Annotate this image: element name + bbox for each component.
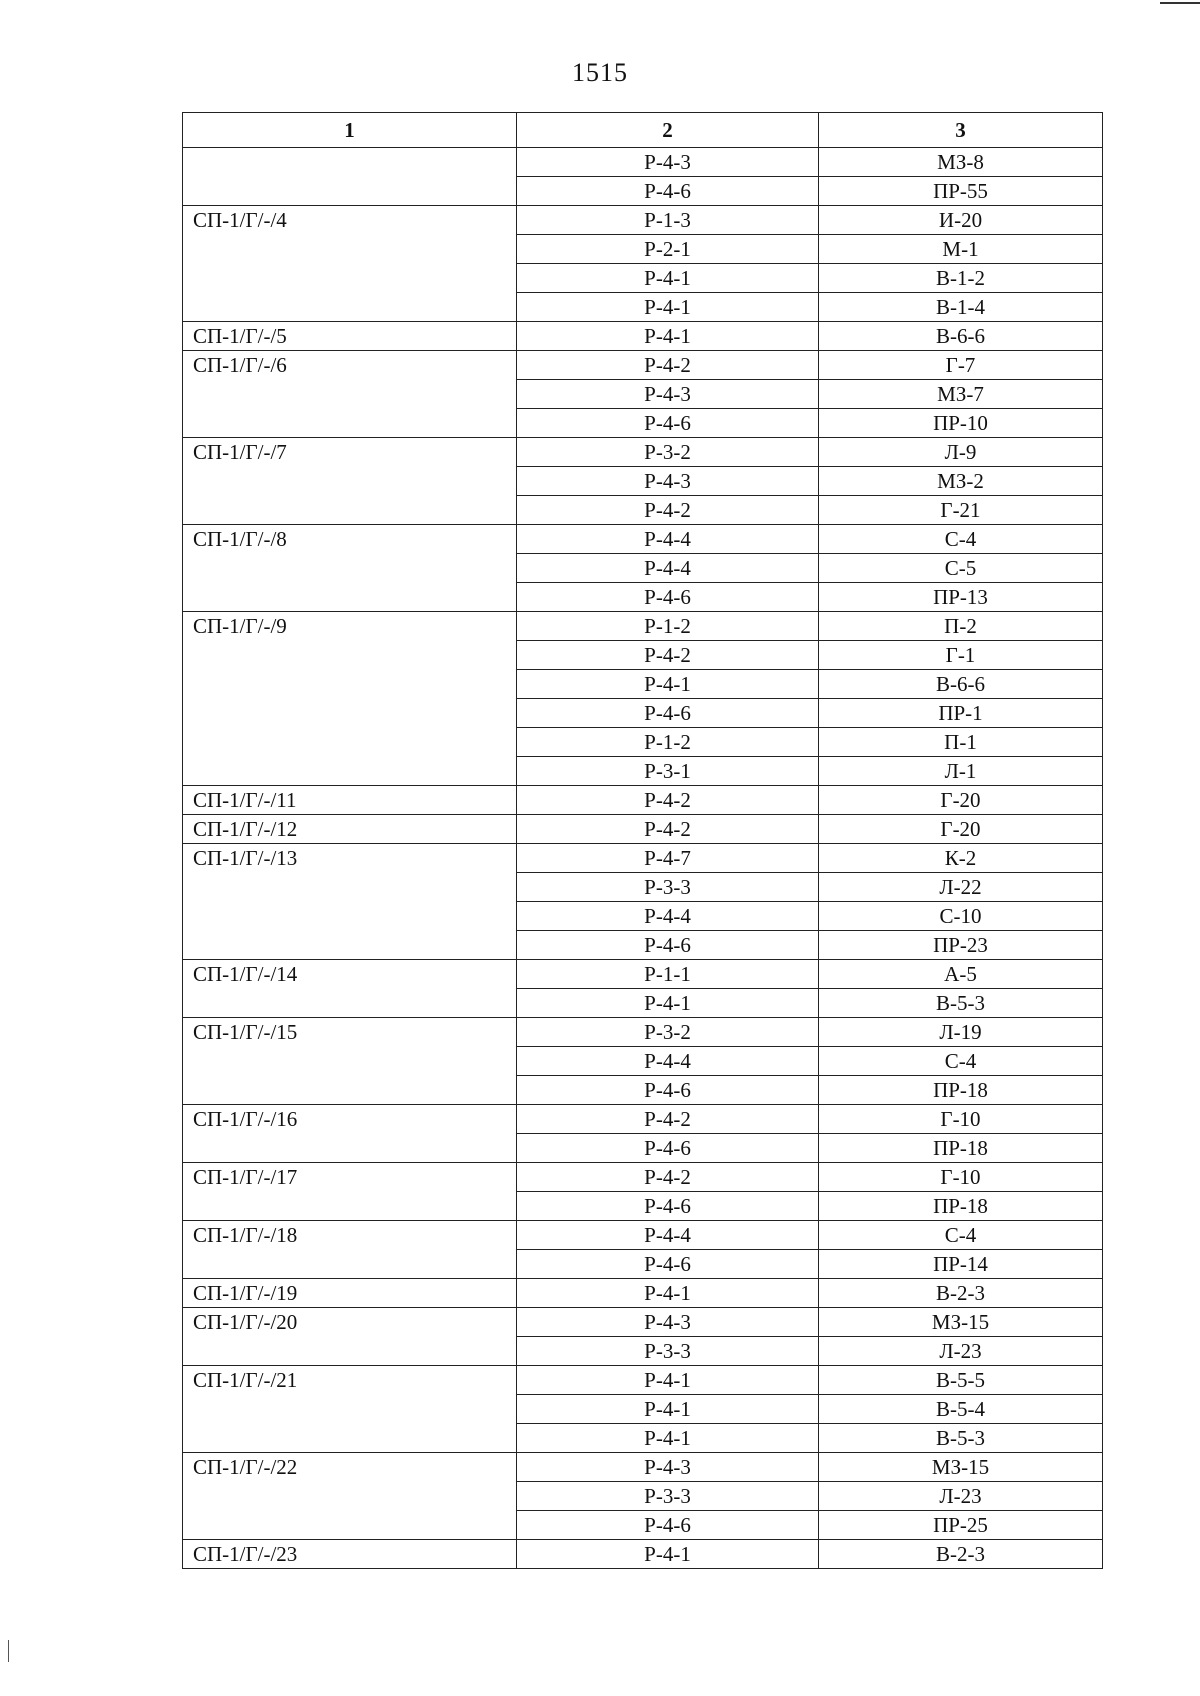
code-cell: Р-4-1 — [517, 670, 819, 699]
code-cell: Р-1-2 — [517, 612, 819, 641]
reference-cell: ПР-1 — [819, 699, 1103, 728]
group-label-cell: СП-1/Г/-/23 — [183, 1540, 517, 1569]
reference-cell: К-2 — [819, 844, 1103, 873]
code-cell: Р-1-1 — [517, 960, 819, 989]
table-row — [183, 1453, 1103, 1482]
reference-cell: В-5-3 — [819, 1424, 1103, 1453]
code-cell: Р-4-6 — [517, 177, 819, 206]
reference-cell: С-5 — [819, 554, 1103, 583]
code-cell: Р-4-7 — [517, 844, 819, 873]
reference-cell: Л-19 — [819, 1018, 1103, 1047]
reference-cell: ПР-13 — [819, 583, 1103, 612]
reference-cell: Г-20 — [819, 786, 1103, 815]
code-cell: Р-3-3 — [517, 1482, 819, 1511]
reference-cell: В-1-2 — [819, 264, 1103, 293]
group-label-cell: СП-1/Г/-/22 — [183, 1453, 517, 1540]
table-row — [183, 322, 1103, 351]
table-row — [183, 1540, 1103, 1569]
group-label-cell: СП-1/Г/-/8 — [183, 525, 517, 612]
code-cell: Р-4-4 — [517, 1047, 819, 1076]
code-cell: Р-4-3 — [517, 1308, 819, 1337]
code-cell: Р-4-6 — [517, 1192, 819, 1221]
group-label-cell: СП-1/Г/-/6 — [183, 351, 517, 438]
code-cell: Р-4-6 — [517, 1511, 819, 1540]
table-row — [183, 438, 1103, 467]
reference-cell: МЗ-8 — [819, 148, 1103, 177]
group-label-cell: СП-1/Г/-/19 — [183, 1279, 517, 1308]
code-cell: Р-4-6 — [517, 1076, 819, 1105]
code-cell: Р-4-1 — [517, 264, 819, 293]
group-label-cell: СП-1/Г/-/12 — [183, 815, 517, 844]
code-cell: Р-4-6 — [517, 1250, 819, 1279]
code-cell: Р-3-3 — [517, 873, 819, 902]
reference-cell: Л-1 — [819, 757, 1103, 786]
group-label-cell: СП-1/Г/-/21 — [183, 1366, 517, 1453]
table-row — [183, 1018, 1103, 1047]
code-cell: Р-4-1 — [517, 1540, 819, 1569]
page-number: 1515 — [572, 58, 628, 87]
reference-cell: Г-10 — [819, 1163, 1103, 1192]
code-cell: Р-3-1 — [517, 757, 819, 786]
code-cell: Р-4-6 — [517, 409, 819, 438]
code-cell: Р-4-2 — [517, 1105, 819, 1134]
code-cell: Р-4-2 — [517, 1163, 819, 1192]
code-cell: Р-4-1 — [517, 293, 819, 322]
reference-cell: ПР-23 — [819, 931, 1103, 960]
reference-cell: ПР-25 — [819, 1511, 1103, 1540]
reference-cell: С-4 — [819, 525, 1103, 554]
code-cell: Р-4-2 — [517, 351, 819, 380]
reference-cell: В-1-4 — [819, 293, 1103, 322]
code-cell: Р-4-3 — [517, 380, 819, 409]
table-row — [183, 1221, 1103, 1250]
code-cell: Р-4-6 — [517, 1134, 819, 1163]
reference-cell: С-10 — [819, 902, 1103, 931]
reference-cell: А-5 — [819, 960, 1103, 989]
reference-cell: Л-23 — [819, 1482, 1103, 1511]
code-cell: Р-4-1 — [517, 1395, 819, 1424]
reference-cell: Л-22 — [819, 873, 1103, 902]
table-row — [183, 1105, 1103, 1134]
code-cell: Р-4-1 — [517, 989, 819, 1018]
code-cell: Р-4-1 — [517, 322, 819, 351]
reference-cell: ПР-18 — [819, 1134, 1103, 1163]
code-cell: Р-4-6 — [517, 931, 819, 960]
group-label-cell: СП-1/Г/-/11 — [183, 786, 517, 815]
code-cell: Р-4-4 — [517, 554, 819, 583]
margin-scan-mark — [8, 1640, 9, 1662]
code-cell: Р-4-3 — [517, 467, 819, 496]
reference-cell: Л-9 — [819, 438, 1103, 467]
reference-cell: Г-20 — [819, 815, 1103, 844]
reference-cell: ПР-14 — [819, 1250, 1103, 1279]
code-cell: Р-4-6 — [517, 583, 819, 612]
group-label-cell: СП-1/Г/-/20 — [183, 1308, 517, 1366]
code-cell: Р-4-2 — [517, 496, 819, 525]
code-cell: Р-1-3 — [517, 206, 819, 235]
header-row — [183, 113, 1103, 148]
code-cell: Р-3-2 — [517, 1018, 819, 1047]
group-label-cell: СП-1/Г/-/13 — [183, 844, 517, 960]
table-row — [183, 786, 1103, 815]
group-label-cell: СП-1/Г/-/5 — [183, 322, 517, 351]
code-cell: Р-4-4 — [517, 1221, 819, 1250]
reference-cell: ПР-18 — [819, 1076, 1103, 1105]
code-cell: Р-4-4 — [517, 525, 819, 554]
code-cell: Р-4-2 — [517, 786, 819, 815]
reference-cell: П-1 — [819, 728, 1103, 757]
table-row — [183, 844, 1103, 873]
reference-cell: ПР-18 — [819, 1192, 1103, 1221]
group-label-cell: СП-1/Г/-/7 — [183, 438, 517, 525]
reference-cell: В-2-3 — [819, 1279, 1103, 1308]
reference-cell: Л-23 — [819, 1337, 1103, 1366]
column-header-2: 2 — [517, 113, 819, 148]
corner-scan-mark — [1160, 2, 1200, 4]
reference-cell: В-2-3 — [819, 1540, 1103, 1569]
table-row — [183, 815, 1103, 844]
reference-cell: Г-10 — [819, 1105, 1103, 1134]
reference-cell: П-2 — [819, 612, 1103, 641]
code-cell: Р-4-1 — [517, 1279, 819, 1308]
reference-cell: С-4 — [819, 1221, 1103, 1250]
table-row — [183, 612, 1103, 641]
reference-cell: МЗ-7 — [819, 380, 1103, 409]
table-row — [183, 1308, 1103, 1337]
table-row — [183, 1366, 1103, 1395]
reference-cell: МЗ-15 — [819, 1453, 1103, 1482]
code-cell: Р-4-1 — [517, 1366, 819, 1395]
table-row — [183, 148, 1103, 177]
table-body — [183, 148, 1103, 1569]
table-row — [183, 525, 1103, 554]
table-row — [183, 351, 1103, 380]
code-cell: Р-4-2 — [517, 641, 819, 670]
reference-cell: В-6-6 — [819, 670, 1103, 699]
code-cell: Р-3-2 — [517, 438, 819, 467]
group-label-cell: СП-1/Г/-/18 — [183, 1221, 517, 1279]
group-label-cell: СП-1/Г/-/17 — [183, 1163, 517, 1221]
reference-cell: В-5-4 — [819, 1395, 1103, 1424]
column-header-3: 3 — [819, 113, 1103, 148]
code-cell: Р-4-6 — [517, 699, 819, 728]
code-cell: Р-4-1 — [517, 1424, 819, 1453]
reference-cell: МЗ-2 — [819, 467, 1103, 496]
column-header-1: 1 — [183, 113, 517, 148]
code-cell: Р-4-3 — [517, 1453, 819, 1482]
table-row — [183, 206, 1103, 235]
reference-cell: В-5-5 — [819, 1366, 1103, 1395]
group-label-cell: СП-1/Г/-/9 — [183, 612, 517, 786]
reference-cell: Г-21 — [819, 496, 1103, 525]
reference-cell: И-20 — [819, 206, 1103, 235]
table-row — [183, 960, 1103, 989]
group-label-cell: СП-1/Г/-/15 — [183, 1018, 517, 1105]
group-label-cell: СП-1/Г/-/4 — [183, 206, 517, 322]
reference-cell: С-4 — [819, 1047, 1103, 1076]
reference-cell: В-5-3 — [819, 989, 1103, 1018]
code-cell: Р-1-2 — [517, 728, 819, 757]
table-row — [183, 1163, 1103, 1192]
code-cell: Р-4-3 — [517, 148, 819, 177]
data-table — [182, 112, 1103, 1569]
code-cell: Р-4-2 — [517, 815, 819, 844]
table-row — [183, 1279, 1103, 1308]
reference-cell: Г-1 — [819, 641, 1103, 670]
reference-cell: ПР-10 — [819, 409, 1103, 438]
code-cell: Р-3-3 — [517, 1337, 819, 1366]
group-label-cell: СП-1/Г/-/16 — [183, 1105, 517, 1163]
code-cell: Р-4-4 — [517, 902, 819, 931]
reference-cell: ПР-55 — [819, 177, 1103, 206]
reference-cell: В-6-6 — [819, 322, 1103, 351]
code-cell: Р-2-1 — [517, 235, 819, 264]
group-label-cell — [183, 148, 517, 206]
reference-cell: Г-7 — [819, 351, 1103, 380]
reference-cell: М-1 — [819, 235, 1103, 264]
group-label-cell: СП-1/Г/-/14 — [183, 960, 517, 1018]
reference-cell: МЗ-15 — [819, 1308, 1103, 1337]
